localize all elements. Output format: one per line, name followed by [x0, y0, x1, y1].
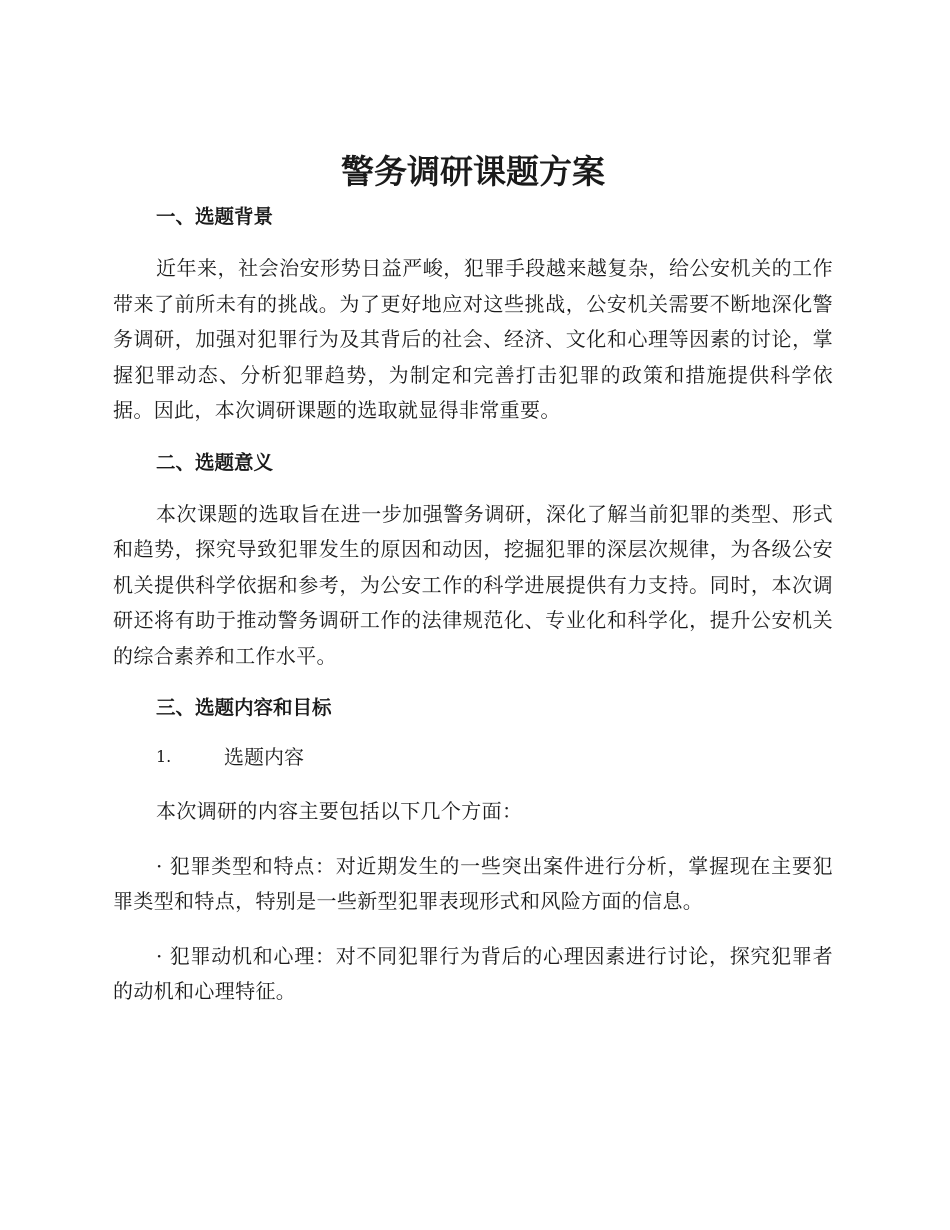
- item-label: 选题内容: [224, 745, 304, 769]
- document-page: [113, 150, 833, 1029]
- item-number: 1.: [156, 747, 172, 766]
- paragraph-background: 近年来，社会治安形势日益严峻，犯罪手段越来越复杂，给公安机关的工作带来了前所未有的挑战。为了更好地应对这些挑战，公安机关需要不断地深化警务调研，加强对犯罪行为及其背后的社会、经济、文化和心理等因素的讨论，掌握犯罪动态、分析犯罪趋势，为制定和完善打击犯罪的政策和措施提供科学依据。因此，本次调研课题的选取就显得非常重要。: [113, 256, 833, 422]
- numbered-item: [113, 742, 833, 772]
- section-heading-background: 一、选题背景: [156, 205, 274, 228]
- paragraph-significance: 本次课题的选取旨在进一步加强警务调研，深化了解当前犯罪的类型、形式和趋势，探究导致犯罪发生的原因和动因，挖掘犯罪的深层次规律，为各级公安机关提供科学依据和参考，为公安工作的科学进展提供有力支持。同时，本次调研还将有助于推动警务调研工作的法律规范化、专业化和科学化，提升公安机关的综合素养和工作水平。: [113, 501, 833, 668]
- bullet-item-crime-motives: · 犯罪动机和心理：对不同犯罪行为背后的心理因素进行讨论，探究犯罪者的动机和心理特征。: [113, 943, 833, 1003]
- section-heading-significance: 二、选题意义: [156, 450, 274, 474]
- section-heading-content-goals: 三、选题内容和目标: [156, 696, 332, 719]
- document-title: 警务调研课题方案: [341, 152, 605, 191]
- bullet-item-crime-types: · 犯罪类型和特点：对近期发生的一些突出案件进行分析，掌握现在主要犯罪类型和特点，特别是一些新型犯罪表现形式和风险方面的信息。: [113, 853, 833, 913]
- paragraph-intro: 本次调研的内容主要包括以下几个方面：: [156, 799, 523, 823]
